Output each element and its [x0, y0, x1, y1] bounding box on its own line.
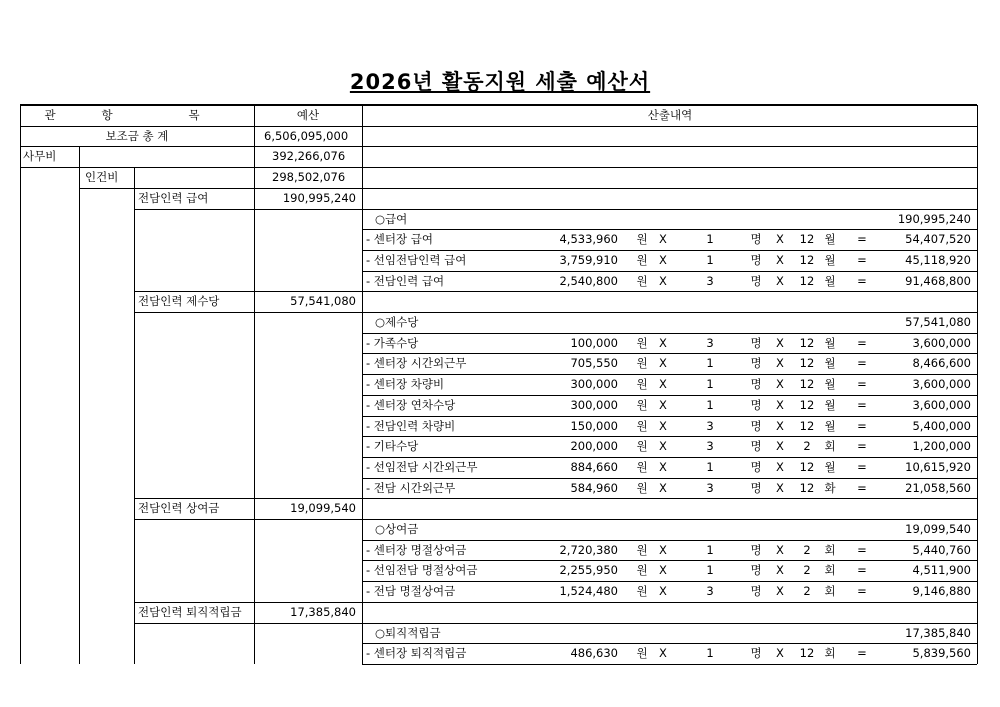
header-bottom-line [20, 126, 977, 127]
item-total: 3,600,000 [912, 377, 971, 392]
item-qty: 3 [706, 418, 714, 433]
item-total: 9,146,880 [912, 584, 971, 599]
item-unit-price: 100,000 [570, 335, 618, 350]
item-won: 원 [636, 418, 648, 433]
item-x2: X [776, 563, 784, 578]
item-period-unit: 화 [824, 480, 836, 495]
gwan-label: 사무비 [23, 149, 57, 164]
item-won: 원 [636, 584, 648, 599]
item-won: 원 [636, 335, 648, 350]
item-x2: X [776, 397, 784, 412]
item-x1: X [659, 335, 667, 350]
item-x2: X [776, 335, 784, 350]
item-x2: X [776, 273, 784, 288]
item-qty: 3 [706, 584, 714, 599]
item-bottom-line [362, 374, 977, 375]
item-unit-price: 200,000 [570, 439, 618, 454]
item-bottom-line [362, 664, 977, 665]
item-unit-price: 2,255,950 [559, 563, 618, 578]
mok-label: 전담인력 퇴직적립금 [138, 604, 242, 619]
gwan-divider-1 [79, 146, 80, 167]
item-eq: = [857, 480, 867, 495]
hang-amount: 298,502,076 [272, 170, 346, 185]
item-name: - 전담인력 급여 [366, 273, 445, 288]
item-name: - 선임전담 시간외근무 [366, 459, 478, 474]
item-bottom-line [362, 353, 977, 354]
item-total: 21,058,560 [905, 480, 971, 495]
item-won: 원 [636, 273, 648, 288]
item-x1: X [659, 356, 667, 371]
item-qty-unit: 명 [750, 335, 762, 350]
item-bottom-line [362, 560, 977, 561]
item-qty-unit: 명 [750, 356, 762, 371]
item-qty-unit: 명 [750, 418, 762, 433]
detail-heading-amount: 57,541,080 [905, 315, 971, 329]
table-left-border [20, 105, 21, 664]
item-bottom-line [362, 581, 977, 582]
mok-bottom-line [134, 519, 362, 520]
item-unit-price: 300,000 [570, 397, 618, 412]
total-divider-4 [362, 126, 363, 147]
item-x2: X [776, 377, 784, 392]
mok-bottom-line [134, 209, 362, 210]
mok-detail-line [362, 312, 977, 313]
item-eq: = [857, 584, 867, 599]
item-qty-unit: 명 [750, 232, 762, 247]
item-eq: = [857, 335, 867, 350]
item-x1: X [659, 459, 667, 474]
item-qty: 3 [706, 273, 714, 288]
item-x1: X [659, 377, 667, 392]
item-qty: 1 [706, 377, 714, 392]
item-qty-unit: 명 [750, 646, 762, 661]
detail-heading-amount: 190,995,240 [897, 211, 971, 226]
item-name: - 센터장 퇴직적립금 [366, 646, 467, 661]
item-x2: X [776, 232, 784, 247]
detail-heading: ○상여금 [375, 522, 419, 536]
item-name: - 센터장 급여 [366, 232, 434, 247]
detail-heading: ○퇴직적립금 [375, 625, 441, 640]
item-x2: X [776, 480, 784, 495]
mok-amount: 190,995,240 [282, 190, 356, 205]
item-x2: X [776, 459, 784, 474]
item-period: 12 [799, 646, 815, 661]
item-x2: X [776, 542, 784, 557]
item-eq: = [857, 397, 867, 412]
item-unit-price: 486,630 [570, 646, 618, 661]
item-won: 원 [636, 459, 648, 474]
item-qty-unit: 명 [750, 252, 762, 267]
item-total: 91,468,800 [905, 273, 971, 288]
item-period: 12 [799, 397, 815, 412]
item-period-unit: 회 [824, 439, 836, 454]
item-name: - 가족수당 [366, 335, 419, 350]
header-mok: 목 [188, 108, 200, 122]
item-period-unit: 월 [824, 273, 836, 288]
total-bottom-line [20, 146, 977, 147]
item-bottom-line [362, 436, 977, 437]
item-qty-unit: 명 [750, 439, 762, 454]
detail-heading-amount: 19,099,540 [905, 522, 971, 536]
header-gwan: 관 [44, 108, 56, 122]
item-period: 12 [799, 252, 815, 267]
item-period-unit: 월 [824, 356, 836, 371]
item-period: 2 [803, 542, 811, 557]
item-x2: X [776, 356, 784, 371]
item-x2: X [776, 646, 784, 661]
item-bottom-line [362, 271, 977, 272]
header-hang: 항 [101, 108, 113, 122]
item-period: 12 [799, 418, 815, 433]
item-name: - 센터장 명절상여금 [366, 542, 467, 557]
item-unit-price: 300,000 [570, 377, 618, 392]
item-qty-unit: 명 [750, 397, 762, 412]
item-qty: 1 [706, 459, 714, 474]
item-period-unit: 월 [824, 232, 836, 247]
item-name: - 선임전담인력 급여 [366, 252, 467, 267]
item-total: 8,466,600 [912, 356, 971, 371]
item-unit-price: 705,550 [570, 356, 618, 371]
mok-bottom-line [134, 623, 362, 624]
item-unit-price: 150,000 [570, 418, 618, 433]
column-divider-4 [362, 167, 363, 664]
item-name: - 선임전담 명절상여금 [366, 563, 478, 578]
item-eq: = [857, 232, 867, 247]
gwan-bottom-line [20, 167, 977, 168]
item-period: 2 [803, 584, 811, 599]
item-qty: 1 [706, 232, 714, 247]
item-period-unit: 월 [824, 459, 836, 474]
mok-top-line [134, 291, 977, 292]
item-won: 원 [636, 377, 648, 392]
item-name: - 센터장 연차수당 [366, 397, 456, 412]
column-divider-1 [79, 167, 80, 664]
item-total: 45,118,920 [905, 252, 971, 267]
column-divider-3 [254, 167, 255, 664]
gwan-amount: 392,266,076 [272, 149, 346, 164]
item-x2: X [776, 252, 784, 267]
item-won: 원 [636, 480, 648, 495]
mok-amount: 57,541,080 [290, 294, 356, 309]
item-period-unit: 회 [824, 563, 836, 578]
item-x1: X [659, 542, 667, 557]
item-period-unit: 월 [824, 418, 836, 433]
item-qty: 1 [706, 542, 714, 557]
item-x2: X [776, 418, 784, 433]
item-unit-price: 884,660 [570, 459, 618, 474]
gwan-divider-4 [362, 146, 363, 167]
item-period-unit: 월 [824, 377, 836, 392]
mok-label: 전담인력 상여금 [138, 501, 220, 516]
item-won: 원 [636, 232, 648, 247]
table-right-border [977, 105, 978, 664]
item-name: - 센터장 시간외근무 [366, 356, 467, 371]
item-period: 12 [799, 377, 815, 392]
item-x1: X [659, 273, 667, 288]
item-eq: = [857, 439, 867, 454]
page-title: 2026년 활동지원 세출 예산서 [349, 70, 651, 94]
heading-bottom-line [362, 229, 977, 230]
item-name: - 전담인력 차량비 [366, 418, 456, 433]
item-period-unit: 회 [824, 646, 836, 661]
heading-bottom-line [362, 643, 977, 644]
item-unit-price: 4,533,960 [559, 232, 618, 247]
mok-top-line [134, 188, 977, 189]
item-bottom-line [362, 457, 977, 458]
header-divider-4 [362, 105, 363, 126]
item-total: 5,400,000 [912, 418, 971, 433]
item-x1: X [659, 480, 667, 495]
item-period: 12 [799, 232, 815, 247]
item-qty: 1 [706, 397, 714, 412]
item-total: 5,440,760 [912, 542, 971, 557]
item-unit-price: 2,720,380 [559, 542, 618, 557]
header-budget: 예산 [296, 108, 320, 122]
total-divider-3 [254, 126, 255, 147]
total-label: 보조금 총 계 [105, 128, 169, 143]
mok-top-line [134, 498, 977, 499]
item-period: 12 [799, 356, 815, 371]
item-period: 12 [799, 459, 815, 474]
item-period-unit: 회 [824, 542, 836, 557]
item-qty: 1 [706, 646, 714, 661]
mok-detail-line [362, 209, 977, 210]
item-won: 원 [636, 646, 648, 661]
mok-amount: 19,099,540 [290, 501, 356, 516]
item-qty-unit: 명 [750, 480, 762, 495]
item-total: 5,839,560 [912, 646, 971, 661]
item-won: 원 [636, 439, 648, 454]
item-won: 원 [636, 542, 648, 557]
item-x2: X [776, 439, 784, 454]
item-qty: 3 [706, 335, 714, 350]
item-total: 1,200,000 [912, 439, 971, 454]
item-won: 원 [636, 252, 648, 267]
heading-bottom-line [362, 540, 977, 541]
item-x1: X [659, 563, 667, 578]
item-bottom-line [362, 250, 977, 251]
item-qty-unit: 명 [750, 459, 762, 474]
item-x1: X [659, 418, 667, 433]
hang-label: 인건비 [85, 170, 119, 185]
item-total: 4,511,900 [912, 563, 971, 578]
item-x1: X [659, 584, 667, 599]
header-detail: 산출내역 [647, 108, 693, 122]
item-eq: = [857, 252, 867, 267]
mok-bottom-line [134, 312, 362, 313]
item-eq: = [857, 542, 867, 557]
item-qty-unit: 명 [750, 542, 762, 557]
item-period-unit: 월 [824, 252, 836, 267]
item-qty-unit: 명 [750, 563, 762, 578]
item-eq: = [857, 356, 867, 371]
item-x1: X [659, 397, 667, 412]
mok-label: 전담인력 급여 [138, 190, 209, 205]
item-x1: X [659, 646, 667, 661]
item-period: 2 [803, 439, 811, 454]
item-unit-price: 2,540,800 [559, 273, 618, 288]
item-won: 원 [636, 356, 648, 371]
item-eq: = [857, 459, 867, 474]
item-bottom-line [362, 395, 977, 396]
item-x1: X [659, 252, 667, 267]
item-period: 12 [799, 480, 815, 495]
item-name: - 기타수당 [366, 439, 419, 454]
item-total: 3,600,000 [912, 397, 971, 412]
item-eq: = [857, 273, 867, 288]
item-period-unit: 월 [824, 335, 836, 350]
item-won: 원 [636, 397, 648, 412]
total-amount: 6,506,095,000 [264, 128, 349, 143]
item-total: 54,407,520 [905, 232, 971, 247]
item-qty-unit: 명 [750, 273, 762, 288]
item-qty: 1 [706, 252, 714, 267]
item-qty-unit: 명 [750, 377, 762, 392]
item-eq: = [857, 418, 867, 433]
item-period-unit: 월 [824, 397, 836, 412]
mok-label: 전담인력 제수당 [138, 294, 220, 309]
heading-bottom-line [362, 333, 977, 334]
gwan-divider-3 [254, 146, 255, 167]
item-x1: X [659, 439, 667, 454]
item-bottom-line [362, 478, 977, 479]
mok-detail-line [362, 623, 977, 624]
item-x1: X [659, 232, 667, 247]
item-won: 원 [636, 563, 648, 578]
header-divider-3 [254, 105, 255, 126]
item-qty: 1 [706, 356, 714, 371]
item-name: - 전담 시간외근무 [366, 480, 456, 495]
detail-heading: ○급여 [375, 211, 408, 226]
mok-detail-line [362, 519, 977, 520]
item-period: 2 [803, 563, 811, 578]
item-period: 12 [799, 335, 815, 350]
item-bottom-line [362, 416, 977, 417]
item-period: 12 [799, 273, 815, 288]
detail-heading-amount: 17,385,840 [905, 625, 971, 640]
item-name: - 전담 명절상여금 [366, 584, 456, 599]
table-top-border [20, 104, 977, 106]
item-unit-price: 3,759,910 [559, 252, 618, 267]
item-eq: = [857, 646, 867, 661]
mok-amount: 17,385,840 [290, 604, 356, 619]
item-unit-price: 1,524,480 [559, 584, 618, 599]
item-unit-price: 584,960 [570, 480, 618, 495]
item-period-unit: 회 [824, 584, 836, 599]
item-qty: 1 [706, 563, 714, 578]
column-divider-2 [134, 167, 135, 664]
detail-heading: ○제수당 [375, 315, 419, 329]
item-eq: = [857, 563, 867, 578]
mok-top-line [134, 602, 977, 603]
item-qty: 3 [706, 480, 714, 495]
item-name: - 센터장 차량비 [366, 377, 445, 392]
item-qty-unit: 명 [750, 584, 762, 599]
item-qty: 3 [706, 439, 714, 454]
item-total: 3,600,000 [912, 335, 971, 350]
item-eq: = [857, 377, 867, 392]
item-total: 10,615,920 [905, 459, 971, 474]
item-x2: X [776, 584, 784, 599]
